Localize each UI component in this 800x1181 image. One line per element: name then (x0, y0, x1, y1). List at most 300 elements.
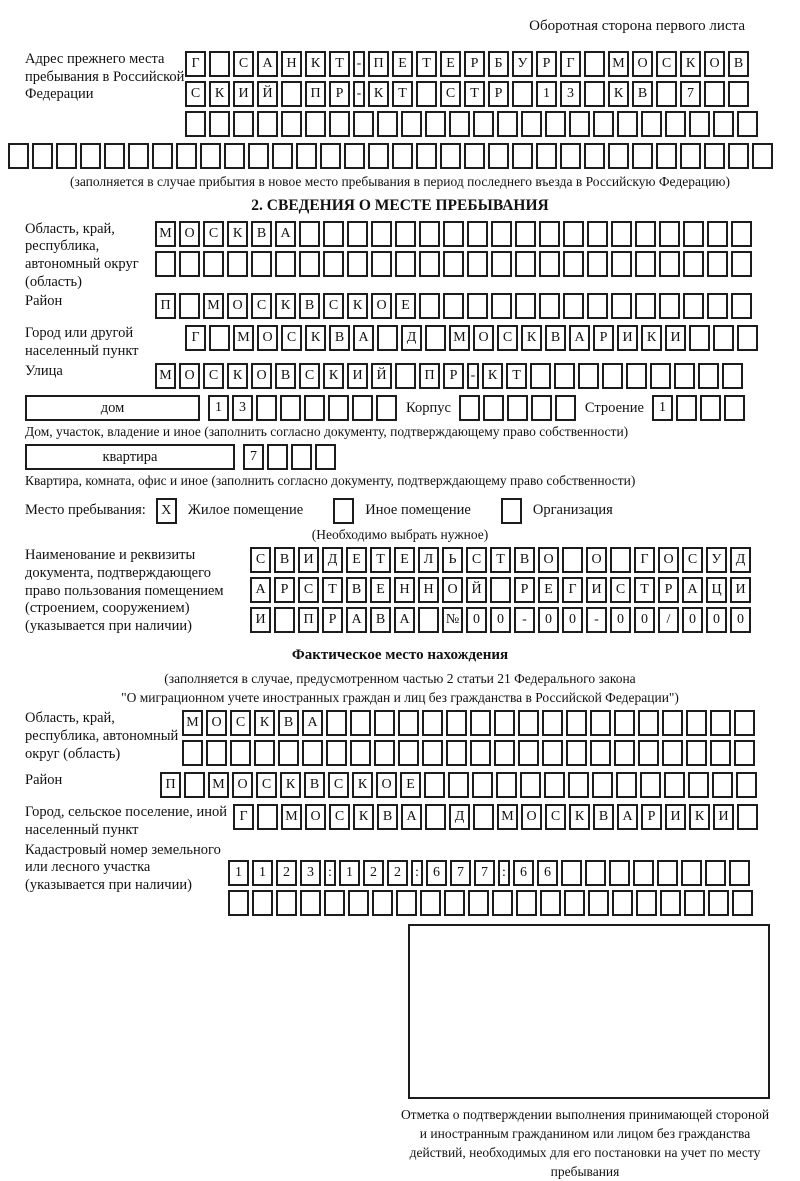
char-cell[interactable]: Е (394, 547, 415, 573)
char-cell[interactable] (425, 111, 446, 137)
char-cell[interactable]: А (302, 710, 323, 736)
char-cell[interactable] (683, 221, 704, 247)
stay-option-residential-checkbox[interactable]: X (156, 498, 177, 524)
char-cell[interactable] (448, 772, 469, 798)
char-cell[interactable] (566, 740, 587, 766)
char-cell[interactable]: Ц (706, 577, 727, 603)
char-cell[interactable] (710, 710, 731, 736)
char-cell[interactable]: Г (562, 577, 583, 603)
char-cell[interactable] (659, 293, 680, 319)
char-cell[interactable]: 0 (562, 607, 583, 633)
char-cell[interactable]: У (706, 547, 727, 573)
char-cell[interactable]: У (512, 51, 533, 77)
char-cell[interactable]: К (227, 363, 248, 389)
char-cell[interactable] (708, 890, 729, 916)
char-cell[interactable] (612, 890, 633, 916)
char-cell[interactable]: О (257, 325, 278, 351)
char-cell[interactable] (516, 890, 537, 916)
char-cell[interactable] (304, 395, 325, 421)
char-cell[interactable] (224, 143, 245, 169)
char-cell[interactable] (544, 772, 565, 798)
char-cell[interactable] (536, 143, 557, 169)
char-cell[interactable]: К (305, 51, 326, 77)
char-cell[interactable] (752, 143, 773, 169)
char-cell[interactable] (555, 395, 576, 421)
char-cell[interactable] (563, 221, 584, 247)
char-cell[interactable] (542, 740, 563, 766)
char-cell[interactable]: Т (634, 577, 655, 603)
char-cell[interactable]: В (274, 547, 295, 573)
char-cell[interactable]: И (730, 577, 751, 603)
char-cell[interactable] (443, 293, 464, 319)
char-cell[interactable]: 6 (426, 860, 447, 886)
char-cell[interactable] (251, 251, 272, 277)
char-cell[interactable] (396, 890, 417, 916)
char-cell[interactable] (497, 111, 518, 137)
char-cell[interactable]: К (275, 293, 296, 319)
char-cell[interactable] (707, 293, 728, 319)
char-cell[interactable] (256, 395, 277, 421)
char-cell[interactable]: 0 (490, 607, 511, 633)
char-cell[interactable] (640, 772, 661, 798)
char-cell[interactable] (8, 143, 29, 169)
char-cell[interactable]: Б (488, 51, 509, 77)
char-cell[interactable]: А (257, 51, 278, 77)
char-cell[interactable]: Д (449, 804, 470, 830)
char-cell[interactable] (274, 607, 295, 633)
char-cell[interactable] (418, 607, 439, 633)
char-cell[interactable] (683, 251, 704, 277)
char-cell[interactable]: С (440, 81, 461, 107)
char-cell[interactable] (272, 143, 293, 169)
char-cell[interactable] (657, 860, 678, 886)
char-cell[interactable] (681, 860, 702, 886)
char-cell[interactable]: С (233, 51, 254, 77)
char-cell[interactable] (209, 51, 230, 77)
char-cell[interactable] (731, 221, 752, 247)
char-cell[interactable] (665, 111, 686, 137)
char-cell[interactable] (209, 325, 230, 351)
char-cell[interactable] (684, 890, 705, 916)
char-cell[interactable]: К (521, 325, 542, 351)
char-cell[interactable] (344, 143, 365, 169)
char-cell[interactable] (443, 221, 464, 247)
char-cell[interactable] (473, 804, 494, 830)
char-cell[interactable] (372, 890, 393, 916)
char-cell[interactable]: П (155, 293, 176, 319)
char-cell[interactable] (660, 890, 681, 916)
char-cell[interactable]: В (275, 363, 296, 389)
char-cell[interactable]: В (299, 293, 320, 319)
char-cell[interactable]: И (617, 325, 638, 351)
char-cell[interactable]: С (281, 325, 302, 351)
char-cell[interactable] (710, 740, 731, 766)
char-cell[interactable] (182, 740, 203, 766)
char-cell[interactable]: М (203, 293, 224, 319)
char-cell[interactable]: Т (322, 577, 343, 603)
char-cell[interactable] (611, 293, 632, 319)
char-cell[interactable] (371, 251, 392, 277)
char-cell[interactable] (230, 740, 251, 766)
char-cell[interactable]: 2 (363, 860, 384, 886)
char-cell[interactable]: П (298, 607, 319, 633)
char-cell[interactable]: Р (658, 577, 679, 603)
char-cell[interactable]: 2 (276, 860, 297, 886)
char-cell[interactable] (470, 740, 491, 766)
char-cell[interactable] (611, 221, 632, 247)
char-cell[interactable] (488, 143, 509, 169)
char-cell[interactable] (227, 251, 248, 277)
char-cell[interactable]: Р (464, 51, 485, 77)
char-cell[interactable]: М (497, 804, 518, 830)
char-cell[interactable] (496, 772, 517, 798)
char-cell[interactable] (659, 221, 680, 247)
char-cell[interactable]: А (569, 325, 590, 351)
char-cell[interactable]: № (442, 607, 463, 633)
char-cell[interactable] (200, 143, 221, 169)
char-cell[interactable]: - (586, 607, 607, 633)
char-cell[interactable] (104, 143, 125, 169)
char-cell[interactable]: : (324, 860, 336, 886)
char-cell[interactable] (324, 890, 345, 916)
char-cell[interactable] (638, 710, 659, 736)
char-cell[interactable] (539, 251, 560, 277)
char-cell[interactable] (472, 772, 493, 798)
char-cell[interactable] (395, 221, 416, 247)
char-cell[interactable] (494, 740, 515, 766)
apartment-type-box[interactable]: квартира (25, 444, 235, 470)
char-cell[interactable]: К (280, 772, 301, 798)
char-cell[interactable]: Т (506, 363, 527, 389)
char-cell[interactable] (422, 740, 443, 766)
char-cell[interactable]: 3 (232, 395, 253, 421)
char-cell[interactable] (416, 81, 437, 107)
char-cell[interactable] (656, 81, 677, 107)
char-cell[interactable]: 0 (706, 607, 727, 633)
char-cell[interactable]: Ь (442, 547, 463, 573)
char-cell[interactable]: 2 (387, 860, 408, 886)
char-cell[interactable]: С (230, 710, 251, 736)
char-cell[interactable] (731, 251, 752, 277)
char-cell[interactable]: Т (329, 51, 350, 77)
char-cell[interactable]: И (347, 363, 368, 389)
stay-option-other-checkbox[interactable] (333, 498, 354, 524)
char-cell[interactable]: В (728, 51, 749, 77)
char-cell[interactable]: Р (274, 577, 295, 603)
char-cell[interactable]: К (482, 363, 503, 389)
char-cell[interactable] (352, 395, 373, 421)
char-cell[interactable] (540, 890, 561, 916)
char-cell[interactable]: А (394, 607, 415, 633)
char-cell[interactable] (449, 111, 470, 137)
char-cell[interactable]: К (352, 772, 373, 798)
char-cell[interactable] (425, 325, 446, 351)
char-cell[interactable] (584, 81, 605, 107)
char-cell[interactable]: Р (322, 607, 343, 633)
char-cell[interactable] (518, 740, 539, 766)
char-cell[interactable] (507, 395, 528, 421)
char-cell[interactable]: К (680, 51, 701, 77)
char-cell[interactable] (737, 325, 758, 351)
char-cell[interactable]: В (278, 710, 299, 736)
char-cell[interactable] (616, 772, 637, 798)
char-cell[interactable] (736, 772, 757, 798)
char-cell[interactable] (515, 251, 536, 277)
char-cell[interactable]: Т (464, 81, 485, 107)
char-cell[interactable]: А (682, 577, 703, 603)
char-cell[interactable]: П (305, 81, 326, 107)
char-cell[interactable]: 1 (228, 860, 249, 886)
char-cell[interactable] (470, 710, 491, 736)
char-cell[interactable] (179, 293, 200, 319)
char-cell[interactable] (590, 710, 611, 736)
char-cell[interactable] (561, 860, 582, 886)
char-cell[interactable]: К (368, 81, 389, 107)
char-cell[interactable] (635, 221, 656, 247)
char-cell[interactable] (315, 444, 336, 470)
char-cell[interactable] (296, 143, 317, 169)
char-cell[interactable]: Т (392, 81, 413, 107)
char-cell[interactable] (254, 740, 275, 766)
char-cell[interactable] (467, 293, 488, 319)
char-cell[interactable] (722, 363, 743, 389)
char-cell[interactable]: С (328, 772, 349, 798)
char-cell[interactable]: 1 (339, 860, 360, 886)
char-cell[interactable] (473, 111, 494, 137)
char-cell[interactable]: К (689, 804, 710, 830)
char-cell[interactable] (347, 251, 368, 277)
char-cell[interactable] (228, 890, 249, 916)
char-cell[interactable] (593, 111, 614, 137)
char-cell[interactable] (491, 293, 512, 319)
char-cell[interactable] (350, 740, 371, 766)
char-cell[interactable]: С (610, 577, 631, 603)
char-cell[interactable] (707, 221, 728, 247)
char-cell[interactable]: К (254, 710, 275, 736)
char-cell[interactable] (515, 221, 536, 247)
char-cell[interactable]: М (182, 710, 203, 736)
char-cell[interactable] (689, 325, 710, 351)
char-cell[interactable]: 7 (680, 81, 701, 107)
char-cell[interactable]: - (514, 607, 535, 633)
char-cell[interactable] (419, 221, 440, 247)
char-cell[interactable]: В (370, 607, 391, 633)
char-cell[interactable] (650, 363, 671, 389)
char-cell[interactable]: 1 (652, 395, 673, 421)
char-cell[interactable] (459, 395, 480, 421)
char-cell[interactable]: С (656, 51, 677, 77)
char-cell[interactable]: 1 (252, 860, 273, 886)
char-cell[interactable]: О (521, 804, 542, 830)
char-cell[interactable]: П (419, 363, 440, 389)
char-cell[interactable] (176, 143, 197, 169)
char-cell[interactable] (729, 860, 750, 886)
char-cell[interactable]: Е (395, 293, 416, 319)
char-cell[interactable] (689, 111, 710, 137)
char-cell[interactable] (419, 293, 440, 319)
char-cell[interactable] (530, 363, 551, 389)
char-cell[interactable] (401, 111, 422, 137)
char-cell[interactable] (588, 890, 609, 916)
char-cell[interactable] (444, 890, 465, 916)
char-cell[interactable] (32, 143, 53, 169)
char-cell[interactable] (233, 111, 254, 137)
char-cell[interactable] (267, 444, 288, 470)
char-cell[interactable] (592, 772, 613, 798)
char-cell[interactable] (483, 395, 504, 421)
char-cell[interactable] (728, 143, 749, 169)
char-cell[interactable] (323, 221, 344, 247)
char-cell[interactable] (281, 81, 302, 107)
char-cell[interactable] (737, 804, 758, 830)
char-cell[interactable] (467, 251, 488, 277)
char-cell[interactable] (446, 740, 467, 766)
char-cell[interactable] (609, 860, 630, 886)
char-cell[interactable] (656, 143, 677, 169)
char-cell[interactable] (280, 395, 301, 421)
char-cell[interactable] (635, 293, 656, 319)
char-cell[interactable] (674, 363, 695, 389)
char-cell[interactable] (686, 740, 707, 766)
char-cell[interactable] (398, 740, 419, 766)
char-cell[interactable] (281, 111, 302, 137)
char-cell[interactable] (206, 740, 227, 766)
char-cell[interactable]: О (206, 710, 227, 736)
char-cell[interactable]: : (411, 860, 423, 886)
char-cell[interactable]: Р (488, 81, 509, 107)
char-cell[interactable] (491, 221, 512, 247)
char-cell[interactable]: Д (322, 547, 343, 573)
char-cell[interactable] (350, 710, 371, 736)
char-cell[interactable] (560, 143, 581, 169)
char-cell[interactable] (368, 143, 389, 169)
char-cell[interactable]: Й (257, 81, 278, 107)
char-cell[interactable]: 7 (243, 444, 264, 470)
char-cell[interactable] (203, 251, 224, 277)
char-cell[interactable]: К (353, 804, 374, 830)
char-cell[interactable] (329, 111, 350, 137)
char-cell[interactable]: 0 (730, 607, 751, 633)
char-cell[interactable]: В (377, 804, 398, 830)
char-cell[interactable]: Е (346, 547, 367, 573)
char-cell[interactable] (257, 804, 278, 830)
char-cell[interactable]: Г (634, 547, 655, 573)
char-cell[interactable]: Т (490, 547, 511, 573)
char-cell[interactable]: С (299, 363, 320, 389)
char-cell[interactable] (614, 740, 635, 766)
char-cell[interactable] (278, 740, 299, 766)
char-cell[interactable] (512, 143, 533, 169)
char-cell[interactable]: О (371, 293, 392, 319)
char-cell[interactable] (323, 251, 344, 277)
char-cell[interactable]: Р (443, 363, 464, 389)
char-cell[interactable]: : (498, 860, 510, 886)
char-cell[interactable]: 3 (300, 860, 321, 886)
char-cell[interactable] (492, 890, 513, 916)
char-cell[interactable] (257, 111, 278, 137)
char-cell[interactable] (569, 111, 590, 137)
char-cell[interactable]: В (593, 804, 614, 830)
char-cell[interactable] (611, 251, 632, 277)
char-cell[interactable] (291, 444, 312, 470)
char-cell[interactable] (683, 293, 704, 319)
char-cell[interactable]: Н (394, 577, 415, 603)
char-cell[interactable] (320, 143, 341, 169)
char-cell[interactable] (688, 772, 709, 798)
char-cell[interactable] (299, 221, 320, 247)
char-cell[interactable] (440, 143, 461, 169)
char-cell[interactable]: Н (281, 51, 302, 77)
char-cell[interactable]: И (250, 607, 271, 633)
char-cell[interactable] (179, 251, 200, 277)
char-cell[interactable]: Р (641, 804, 662, 830)
char-cell[interactable] (545, 111, 566, 137)
char-cell[interactable] (305, 111, 326, 137)
char-cell[interactable]: А (275, 221, 296, 247)
char-cell[interactable]: М (608, 51, 629, 77)
char-cell[interactable] (617, 111, 638, 137)
char-cell[interactable]: Д (730, 547, 751, 573)
char-cell[interactable] (566, 710, 587, 736)
char-cell[interactable]: О (227, 293, 248, 319)
char-cell[interactable]: Е (538, 577, 559, 603)
char-cell[interactable]: В (632, 81, 653, 107)
char-cell[interactable]: - (353, 51, 365, 77)
char-cell[interactable]: В (346, 577, 367, 603)
char-cell[interactable] (395, 363, 416, 389)
char-cell[interactable] (635, 251, 656, 277)
char-cell[interactable]: В (545, 325, 566, 351)
char-cell[interactable] (705, 860, 726, 886)
char-cell[interactable] (425, 804, 446, 830)
char-cell[interactable]: С (497, 325, 518, 351)
char-cell[interactable]: Е (370, 577, 391, 603)
char-cell[interactable] (328, 395, 349, 421)
char-cell[interactable]: А (401, 804, 422, 830)
char-cell[interactable] (376, 395, 397, 421)
char-cell[interactable]: М (281, 804, 302, 830)
char-cell[interactable]: И (298, 547, 319, 573)
char-cell[interactable]: 1 (536, 81, 557, 107)
char-cell[interactable]: О (376, 772, 397, 798)
char-cell[interactable]: Г (185, 51, 206, 77)
char-cell[interactable]: 6 (513, 860, 534, 886)
char-cell[interactable]: О (632, 51, 653, 77)
char-cell[interactable]: О (658, 547, 679, 573)
char-cell[interactable] (299, 251, 320, 277)
char-cell[interactable]: М (208, 772, 229, 798)
char-cell[interactable] (587, 293, 608, 319)
char-cell[interactable]: Р (536, 51, 557, 77)
char-cell[interactable] (563, 293, 584, 319)
char-cell[interactable] (398, 710, 419, 736)
char-cell[interactable] (531, 395, 552, 421)
char-cell[interactable] (636, 890, 657, 916)
char-cell[interactable]: 7 (450, 860, 471, 886)
char-cell[interactable]: Г (185, 325, 206, 351)
char-cell[interactable] (185, 111, 206, 137)
char-cell[interactable] (564, 890, 585, 916)
char-cell[interactable] (626, 363, 647, 389)
char-cell[interactable]: Й (371, 363, 392, 389)
char-cell[interactable] (686, 710, 707, 736)
house-type-box[interactable]: дом (25, 395, 200, 421)
char-cell[interactable] (377, 325, 398, 351)
char-cell[interactable]: К (347, 293, 368, 319)
char-cell[interactable] (641, 111, 662, 137)
char-cell[interactable]: И (713, 804, 734, 830)
char-cell[interactable] (395, 251, 416, 277)
